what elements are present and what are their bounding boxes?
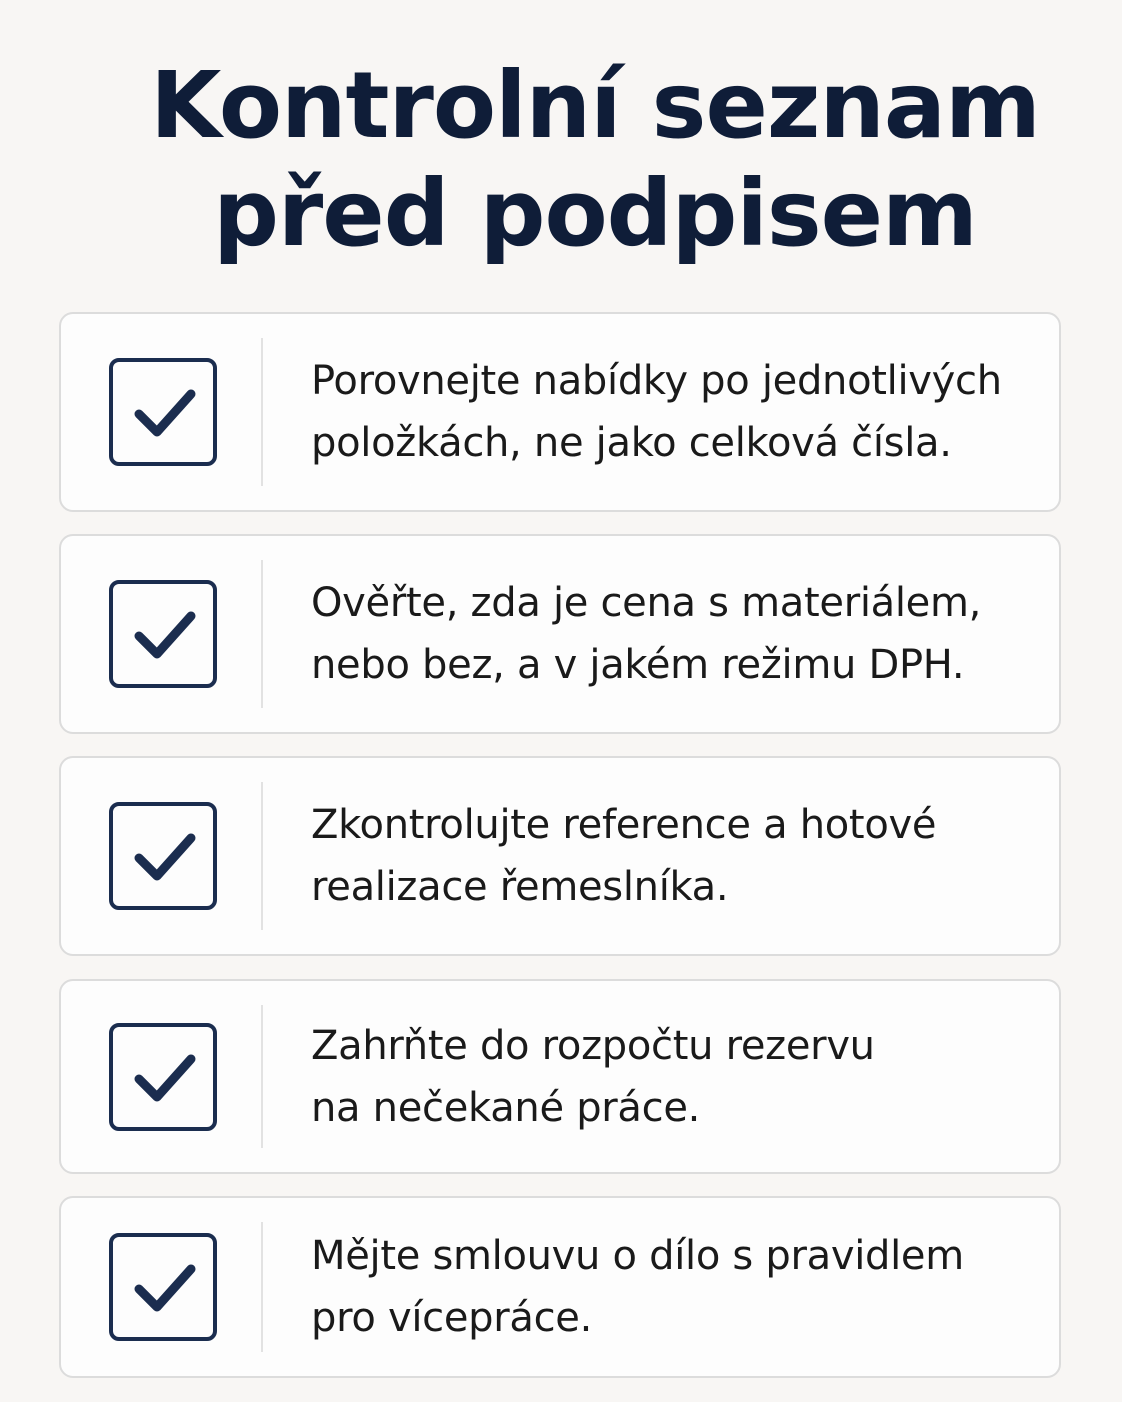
checkbox-checked-icon[interactable] xyxy=(109,580,217,688)
checklist-item xyxy=(59,979,1061,1174)
checklist-item xyxy=(59,1196,1061,1378)
checklist-item-text-line-2: nebo bez, a v jakém režimu DPH. xyxy=(311,642,965,688)
divider xyxy=(261,338,263,486)
checklist-item-text-line-2: pro vícepráce. xyxy=(311,1295,592,1341)
checklist-item-text xyxy=(311,1015,1039,1139)
checklist-item-text xyxy=(311,350,1039,474)
page-title xyxy=(60,52,1122,268)
checkmark-icon xyxy=(113,1027,213,1127)
checkbox-checked-icon[interactable] xyxy=(109,1233,217,1341)
checklist-item-text-line-1: Zahrňte do rozpočtu rezervu xyxy=(311,1022,875,1069)
checklist-item-text-line-2: položkách, ne jako celková čísla. xyxy=(311,420,952,466)
checklist-item-text-line-2: na nečekané práce. xyxy=(311,1084,701,1131)
checklist-item-text-line-2: realizace řemeslníka. xyxy=(311,864,729,910)
checkmark-icon xyxy=(113,1237,213,1337)
page-title-line-2: před podpisem xyxy=(213,160,977,267)
page-title-line-1: Kontrolní seznam xyxy=(150,52,1040,159)
checkmark-icon xyxy=(113,806,213,906)
checklist-item xyxy=(59,756,1061,956)
checkbox-checked-icon[interactable] xyxy=(109,1023,217,1131)
checklist-item-text-line-1: Mějte smlouvu o dílo s pravidlem xyxy=(311,1233,964,1279)
checklist-item xyxy=(59,534,1061,734)
checklist-item xyxy=(59,312,1061,512)
checklist-item-text-line-1: Ověřte, zda je cena s materiálem, xyxy=(311,580,982,626)
checklist-item-text xyxy=(311,572,1039,696)
checkbox-checked-icon[interactable] xyxy=(109,802,217,910)
checkmark-icon xyxy=(113,584,213,684)
divider xyxy=(261,1222,263,1352)
checklist-item-text xyxy=(311,1225,1039,1349)
checklist-item-text-line-1: Zkontrolujte reference a hotové xyxy=(311,802,937,848)
checklist-item-text-line-1: Porovnejte nabídky po jednotlivých xyxy=(311,358,1002,404)
divider xyxy=(261,560,263,708)
checkbox-checked-icon[interactable] xyxy=(109,358,217,466)
divider xyxy=(261,782,263,930)
checkmark-icon xyxy=(113,362,213,462)
checklist-item-text xyxy=(311,794,1039,918)
divider xyxy=(261,1005,263,1148)
